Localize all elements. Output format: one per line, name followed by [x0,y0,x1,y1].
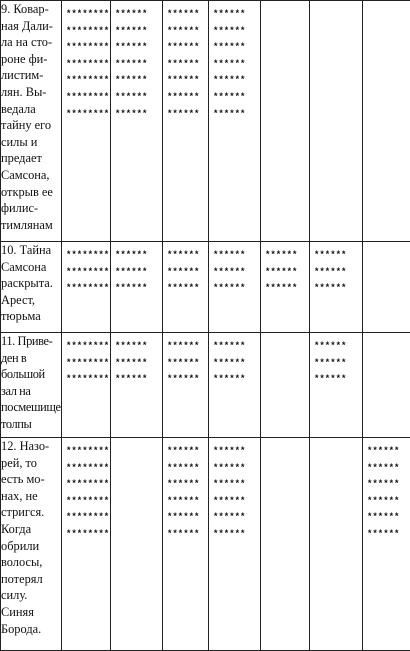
mark-cell [209,438,261,651]
mark-cell [209,242,261,333]
table-row [1,333,410,438]
mark-cell [111,333,163,438]
asterisk-marks: ****** ****** ****** [163,242,208,297]
asterisk-marks: ****** ****** ****** [310,242,362,297]
mark-cell [163,438,209,651]
table-row [1,242,410,333]
row-label: 11. Приве- ден в большой зал на посмешище толпы [1,333,61,433]
asterisk-marks: ****** ****** ****** [209,333,260,388]
mark-cell [310,1,363,242]
mark-cell [363,1,410,242]
asterisk-marks [363,1,410,6]
asterisk-marks [261,438,309,443]
asterisk-marks: ****** ****** ****** [163,333,208,388]
mark-cell [261,1,310,242]
mark-cell [111,242,163,333]
asterisk-marks: ******** ******** ******** [62,242,110,297]
asterisk-marks: ****** ****** ****** ****** ****** ****** [363,438,410,543]
mark-cell [62,1,111,242]
asterisk-marks [310,1,362,6]
mark-cell [209,333,261,438]
mark-cell [163,333,209,438]
asterisk-marks: ****** ****** ****** ****** ****** ****** ****** [111,1,162,122]
mark-cell [62,333,111,438]
asterisk-marks: ****** ****** ****** [310,333,362,388]
asterisk-marks: ****** ****** ****** ****** ****** ****** [209,438,260,543]
row-label-cell [1,438,62,651]
asterisk-marks: ****** ****** ****** [111,333,162,388]
mark-cell [310,242,363,333]
asterisk-marks: ****** ****** ****** ****** ****** ****** [163,438,208,543]
row-label-cell [1,242,62,333]
mark-cell [310,333,363,438]
mark-cell [62,242,111,333]
asterisk-marks: ******** ******** ******** ******** ******** ******** [62,438,110,543]
mark-cell [209,1,261,242]
asterisk-marks: ****** ****** ****** [261,242,309,297]
asterisk-marks: ****** ****** ****** ****** ****** ****** ****** [163,1,208,122]
mark-cell [261,438,310,651]
asterisk-marks: ****** ****** ****** ****** ****** ****** ****** [209,1,260,122]
asterisk-marks: ******** ******** ******** ******** ******** ******** ******** [62,1,110,122]
mark-cell [163,242,209,333]
row-label: 10. Тайна Самсона раскрыта. Арест, тюрьма [1,242,61,325]
row-label: 12. Назо- рей, то есть мо- нах, не стригся. Когда обрили волосы, потерял силу. Синяя Борода. [1,438,61,637]
asterisk-marks [310,438,362,443]
mark-cell [111,438,163,651]
asterisk-marks: ******** ******** ******** [62,333,110,388]
mark-cell [363,438,410,651]
mark-cell [261,333,310,438]
mark-cell [261,242,310,333]
mark-cell [62,438,111,651]
mark-cell [363,333,410,438]
asterisk-marks [363,242,410,247]
asterisk-marks [261,1,309,6]
mark-cell [363,242,410,333]
asterisk-marks: ****** ****** ****** [209,242,260,297]
table-row [1,438,410,651]
row-label-cell [1,1,62,242]
mark-cell [310,438,363,651]
row-label-cell [1,333,62,438]
table-row [1,1,410,242]
row-label: 9. Ковар- ная Дали- ла на сто- роне фи- листим- лян. Вы- ведала тайну его силы и предает Самсона, открыв ее филис- тимлянам [1,1,61,233]
mark-cell [163,1,209,242]
asterisk-marks [111,438,162,443]
mark-cell [111,1,163,242]
asterisk-marks: ****** ****** ****** [111,242,162,297]
asterisk-marks [363,333,410,338]
asterisk-marks [261,333,309,338]
